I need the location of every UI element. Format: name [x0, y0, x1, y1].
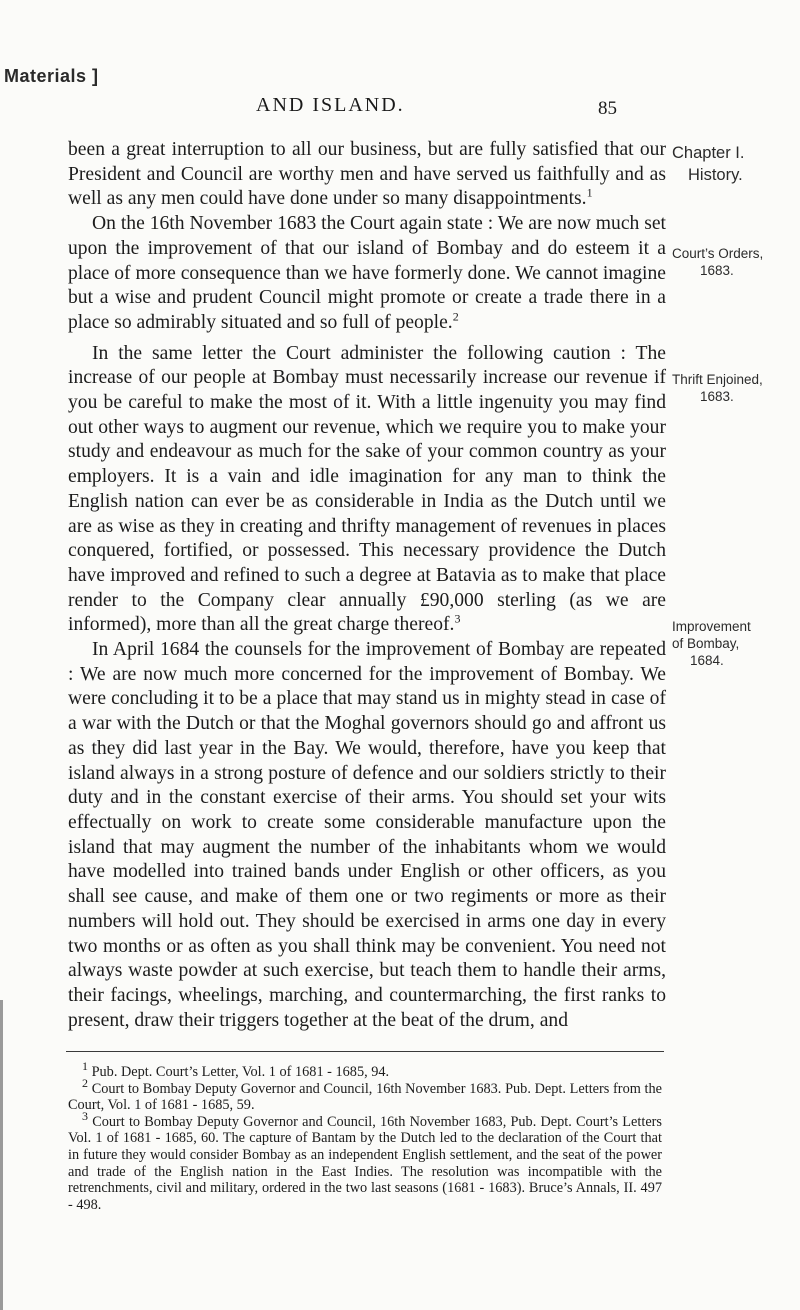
footnote-text: Pub. Dept. Court’s Letter, Vol. 1 of 1681 - 1685, 94.	[91, 1064, 390, 1080]
footnote-number: 1	[82, 1059, 88, 1074]
margin-note-subtitle: History.	[688, 166, 743, 184]
margin-note-line: of Bombay,	[672, 636, 740, 651]
footnote-rule	[66, 1051, 664, 1052]
margin-note-title: Improvement	[672, 619, 751, 634]
page-number: 85	[598, 98, 617, 119]
page-edge-mark	[0, 1000, 3, 1310]
footnote-ref: 2	[452, 309, 459, 324]
paragraph-1	[68, 138, 666, 212]
margin-note-title: Court’s Orders,	[672, 246, 764, 261]
paragraph-text: In the same letter the Court administer the following caution : The increase of our people at Bombay must necessarily increase our revenue if you be careful to make the most of it. With a little ingenuity you may find out other ways to augment our revenue, which we require you to make your study and endeavour as much for the sake of your common country as your employers. It is a vain and idle imagination for any man to think the English nation can ever be as considerable in India as the Dutch until we are as wise as they in creating and thrifty management of revenues in places conquered, fortified, or possessed. This necessary providence the Dutch have improved and refined to such a degree at Batavia as to make that place render to the Company clear annually £90,000 sterling (as we are informed), more than all the great charge thereof.	[68, 342, 666, 636]
footnote-ref: 1	[586, 185, 593, 200]
main-text	[68, 138, 762, 1033]
margin-note-courts-orders	[672, 245, 800, 279]
margin-note-title: Thrift Enjoined,	[672, 372, 763, 387]
paragraph-2	[68, 212, 666, 336]
paragraph-text: been a great interruption to all our business, but are fully satisfied that our President and Council are worthy men and have served us faithfully and as well as any men could have done under so many disappointments.	[68, 139, 666, 210]
paragraph-text: In April 1684 the counsels for the improvement of Bombay are repeated : We are now much more concerned for the improvement of Bombay. We were concluding it to be a place that may stand us in mighty stead in case of a war with the Dutch or that the Moghal governors should go and affront us as they did last year in the Bay. We would, therefore, have you keep that island always in a strong posture of defence and our soldiers strictly to their duty and in the constant exercise of their arms. You should set your wits effectually on work to create some considerable manufacture upon the island that may augment the number of the inhabitants whom we would have modelled into trained bands under English or other officers, as you shall see cause, and make of them one or two regiments or more as their numbers will hold out. They should be exercised in arms one day in every two months or as often as you shall think may be convenient. You need not always waste powder at such exercise, but teach them to handle their arms, their facings, wheelings, marching, and countermarching, the first ranks to present, draw their triggers together at the beat of the drum, and	[68, 639, 666, 1031]
footnote-number: 3	[82, 1109, 88, 1124]
paragraph-4	[68, 638, 666, 1033]
margin-note-title: Chapter I.	[672, 144, 745, 162]
footnote-text: Court to Bombay Deputy Governor and Council, 16th November 1683, Pub. Dept. Court’s Letters Vol. 1 of 1681 - 1685, 60. The capture of Bantam by the Dutch led to the declaration of the Court that in future they would consider Bombay as an independent English settlement, and the seat of the power and trade of the English nation in the East Indies. The resolution was incompatible with the retrenchments, civil and military, ordered in the two last seasons (1681 - 1683). Bruce’s Annals, II. 497 - 498.	[68, 1113, 662, 1213]
running-head-title: AND ISLAND.	[256, 94, 405, 116]
running-head-left: Materials ]	[4, 66, 99, 86]
paragraph-3	[68, 342, 666, 638]
footnote-1	[68, 1059, 662, 1081]
margin-note-subtitle: 1683.	[700, 389, 734, 404]
margin-note-thrift	[672, 371, 800, 405]
margin-note-chapter	[672, 142, 800, 186]
footnote-ref: 3	[454, 611, 461, 626]
paragraph-text: On the 16th November 1683 the Court again state : We are now much set upon the improvement of that our island of Bombay and do esteem it a place of more consequence than we have formerly done. We cannot imagine but a wise and prudent Council might promote or create a trade there in a place so admirably situated and so full of people.	[68, 213, 666, 333]
margin-note-subtitle: 1684.	[690, 653, 724, 668]
footnote-3	[68, 1109, 662, 1214]
footnotes	[68, 1059, 662, 1213]
footnote-text: Court to Bombay Deputy Governor and Council, 16th November 1683. Pub. Dept. Letters from the Court, Vol. 1 of 1681 - 1685, 59.	[68, 1080, 662, 1114]
footnote-number: 2	[82, 1075, 88, 1090]
margin-note-subtitle: 1683.	[700, 263, 734, 278]
margin-note-improvement	[672, 618, 800, 669]
footnote-2	[68, 1075, 662, 1114]
